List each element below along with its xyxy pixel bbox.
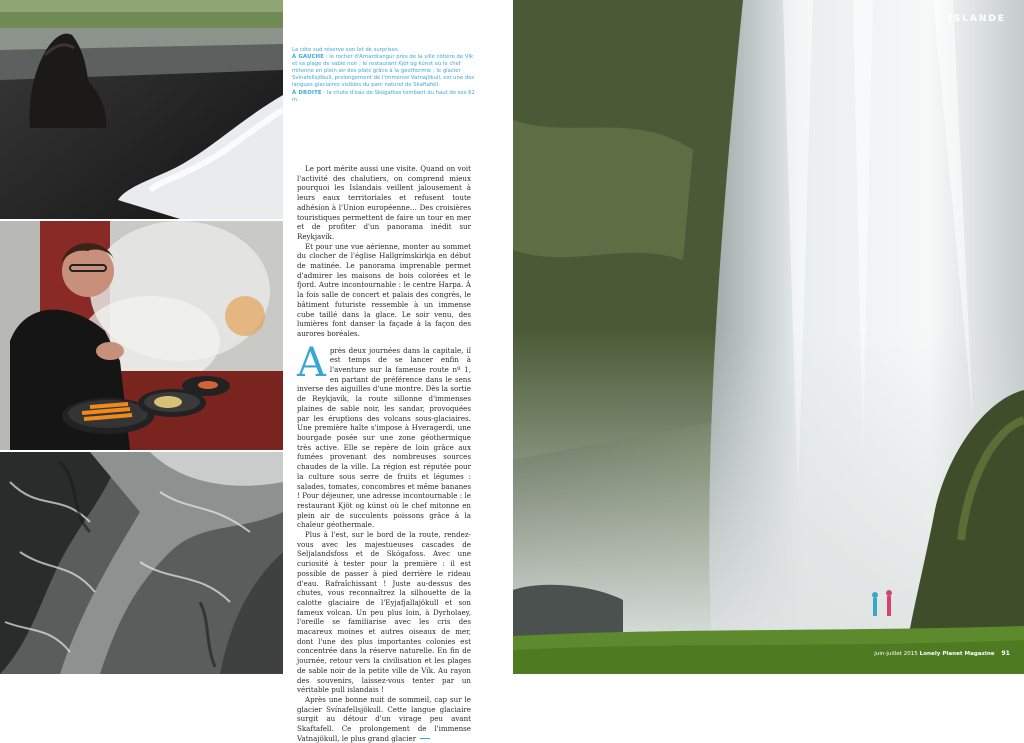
article-paragraph-2: Et pour une vue aérienne, monter au sommet du clocher de l'église Hallgrímskirkja en début de matinée. Le panorama imprenable permet d'admirer les maisons de bois colorées et le fjord. Autre incontournable : le centre Harpa. À la fois salle de concert et palais des congrès, le bâtiment futuriste ressemble à un immense cube taillé dans la glace. Le soir venu, des lumières font danser la façade à la façon des aurores boréales.: [297, 241, 471, 338]
chef-photo: [0, 221, 283, 450]
article-body: [297, 164, 471, 743]
page-footer: [874, 650, 1010, 657]
photo-caption: [292, 47, 478, 104]
footer-date: juin-juillet 2015: [874, 651, 918, 657]
glacier-photo: [0, 452, 283, 674]
article-paragraph-5-text: Après une bonne nuit de sommeil, cap sur le glacier Svínafellsjökull. Cette langue glaciaire surgit au détour d'un virage peu avant Skaftafell. Ce prolongement de l'immense Vatnajökull, le plus grand glacier: [297, 694, 471, 743]
article-paragraph-5: [297, 695, 471, 743]
caption-right: [292, 90, 478, 104]
page-number: 91: [1001, 650, 1010, 657]
drop-cap: A: [297, 339, 326, 386]
caption-left: [292, 54, 478, 89]
caption-right-text: : la chute d'eau de Skógafoss tombant du haut de ses 62 m.: [292, 89, 475, 103]
continue-arrow-icon: [420, 738, 430, 739]
article-paragraph-4: Plus à l'est, sur le bord de la route, rendez-vous avec les majestueuses cascades de Seljalandsfoss et de Skógafoss. Avec une curiosité à tester pour la première : il est possible de passer à pied derrière le rideau d'eau. Rafraîchissant ! Juste au-dessus des chutes, vous reconnaîtrez la silhouette de la calotte glaciaire de l'Eyjafjallajökull et son fameux volcan. Un peu plus loin, à Dyrholaey, l'oreille se familiarise avec les cris des macareux moines et autres oiseaux de mer, dont l'une des plus importantes colonies est concentrée dans la réserve naturelle. En fin de journée, retour vers la civilisation et les plages de sable noir de la petite ville de Vík. Au rayon des souvenirs, laissez-vous tenter par un véritable pull islandais !: [297, 530, 471, 695]
caption-left-text: : le rocher d'Arnardrangur près de la ville côtière de Vík et sa plage de sable noir ; le restaurant Kjöt og kúnst où le chef mitonne en plein air des plats grâce à la géothermie ; le glacier Svínafellsjökull, prolongement de l'immense Vatnajökull, est une des langues glaciaires visibles du parc naturel de Skaftafell.: [292, 54, 475, 89]
article-paragraph-3: près deux journées dans la capitale, il est temps de se lancer enfin à l'aventure sur la fameuse route nº 1, en partant de préférence dans le sens inverse des aiguilles d'une montre. Dès la sortie de Reykjavík, la route sillonne d'immenses plaines de sable noir, les sandar, provoquées par les éruptions des volcans sous-glaciaires. Une première halte s'impose à Hveragerdi, une bourgade posée sur une zone géothermique très active. Elle se repère de loin grâce aux fumées provenant des nombreuses sources chaudes de la ville. La région est réputée pour la culture sous serre de fruits et légumes : salades, tomates, concombres et même bananes ! Pour déjeuner, une adresse incontournable : le restaurant Kjöt og kúnst où le chef mitonne en plein air de succulents poissons grâce à la chaleur géothermale.: [297, 345, 471, 530]
caption-right-tag: À DROITE: [292, 89, 322, 96]
beach-photo: [0, 0, 283, 219]
section-title: ISLANDE: [948, 14, 1006, 24]
caption-left-tag: À GAUCHE: [292, 54, 325, 61]
article-paragraph-1: Le port mérite aussi une visite. Quand on voit l'activité des chalutiers, on comprend mieux pourquoi les Islandais veillent jalousement à leurs eaux territoriales et refusent toute adhésion à l'Union européenne… Des croisières touristiques permettent de faire un tour en mer et de profiter d'un panorama inédit sur Reykjavík.: [297, 164, 471, 241]
caption-lead: La côte sud réserve son lot de surprises.: [292, 47, 400, 53]
footer-magazine: Lonely Planet Magazine: [919, 651, 995, 657]
waterfall-photo: [513, 0, 1024, 674]
article-section-2: [297, 339, 471, 530]
